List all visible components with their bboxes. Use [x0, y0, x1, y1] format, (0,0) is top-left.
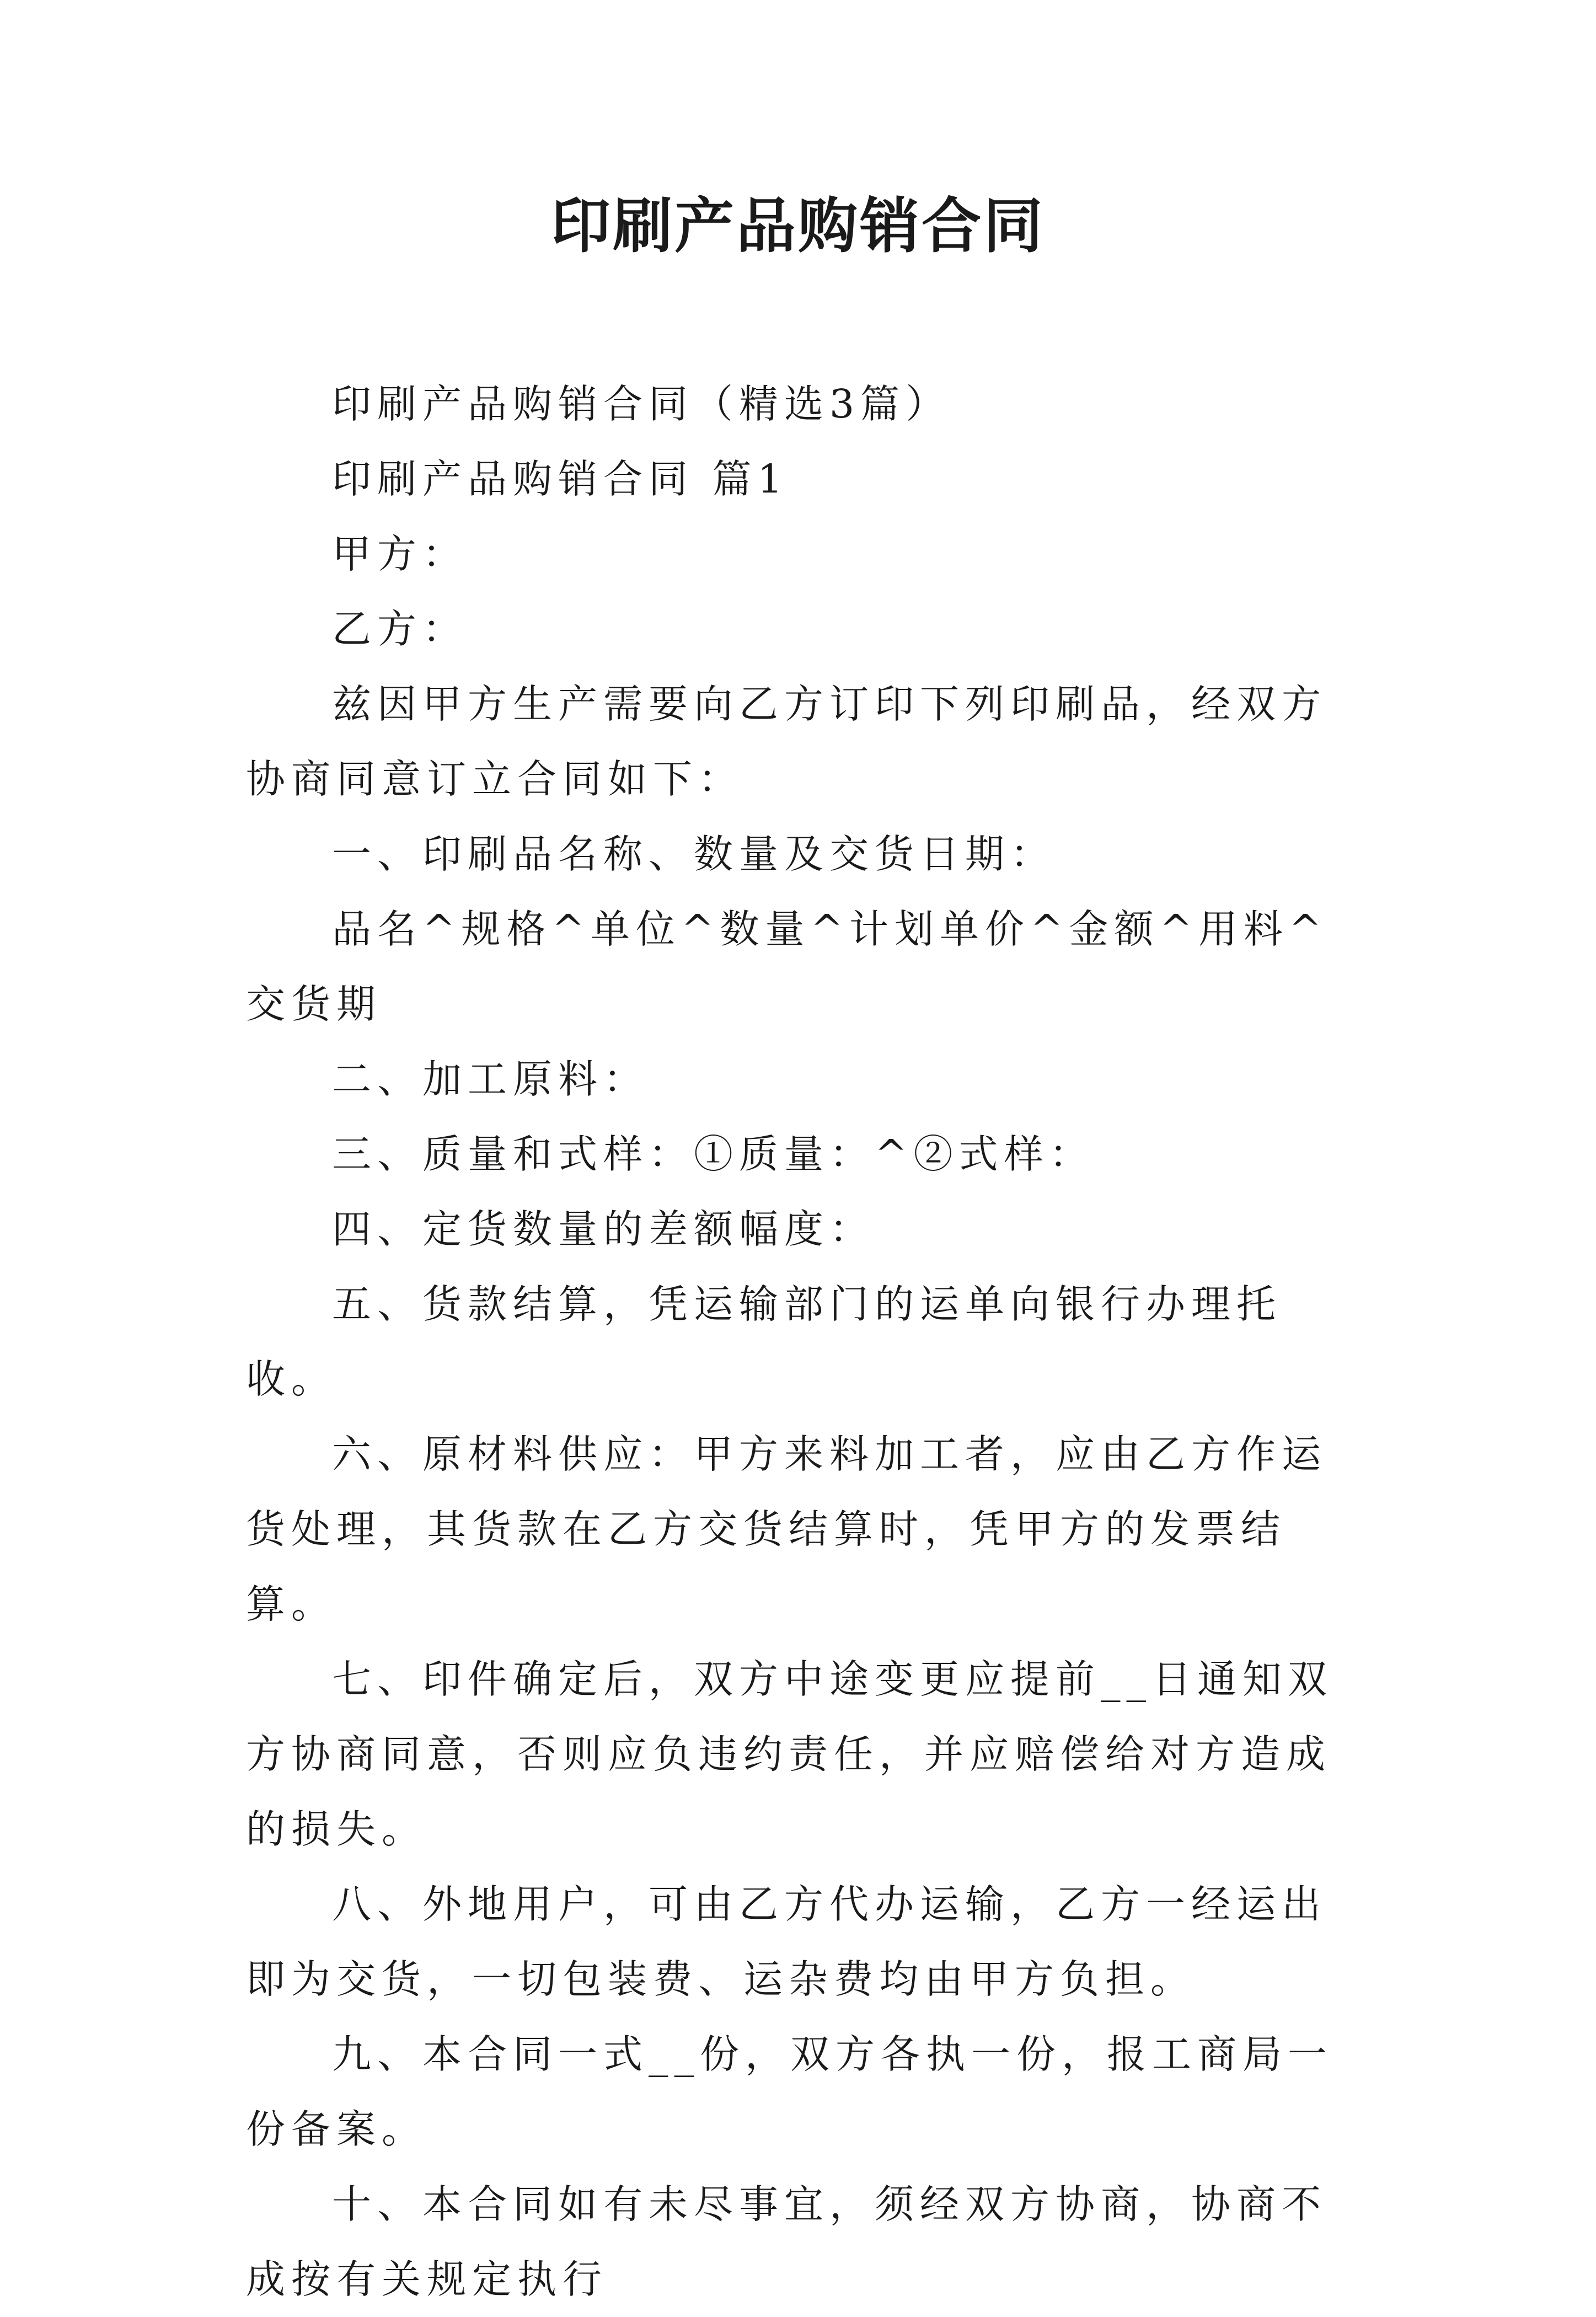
- paragraph-item-columns: 品名^规格^单位^数量^计划单价^金额^用料^交货期: [246, 906, 1328, 1027]
- paragraph-clause-5: 五、货款结算，凭运输部门的运单向银行办理托收。: [246, 1281, 1282, 1402]
- paragraph-clause-2: 二、加工原料：: [332, 1056, 649, 1102]
- paragraph-clause-3: 三、质量和式样：①质量：^②式样：: [332, 1131, 1095, 1177]
- paragraph-party-a: 甲方：: [332, 531, 468, 577]
- paragraph-clause-8: 八、外地用户，可由乙方代办运输，乙方一经运出即为交货，一切包装费、运杂费均由甲方负担。: [246, 1881, 1327, 2002]
- paragraph-clause-7: 七、印件确定后，双方中途变更应提前__日通知双方协商同意，否则应负违约责任，并应赔偿给对方造成的损失。: [246, 1656, 1333, 1852]
- paragraph-clause-4: 四、定货数量的差额幅度：: [332, 1206, 875, 1252]
- document-title: 印刷产品购销合同: [550, 191, 1045, 261]
- paragraph-party-b: 乙方：: [332, 606, 468, 652]
- paragraph-clause-10: 十、本合同如有未尽事宜，须经双方协商，协商不成按有关规定执行: [246, 2181, 1327, 2302]
- paragraph-preamble: 兹因甲方生产需要向乙方订印下列印刷品，经双方协商同意订立合同如下：: [246, 681, 1327, 802]
- paragraph-clause-1: 一、印刷品名称、数量及交货日期：: [332, 831, 1056, 877]
- paragraph-section-heading: 印刷产品购销合同 篇1: [332, 456, 789, 502]
- paragraph-subtitle: 印刷产品购销合同（精选3篇）: [332, 381, 951, 427]
- paragraph-clause-9: 九、本合同一式__份，双方各执一份，报工商局一份备案。: [246, 2031, 1333, 2152]
- paragraph-clause-6: 六、原材料供应：甲方来料加工者，应由乙方作运货处理，其货款在乙方交货结算时，凭甲方的发票结算。: [246, 1431, 1327, 1627]
- document-body: [246, 367, 1349, 2317]
